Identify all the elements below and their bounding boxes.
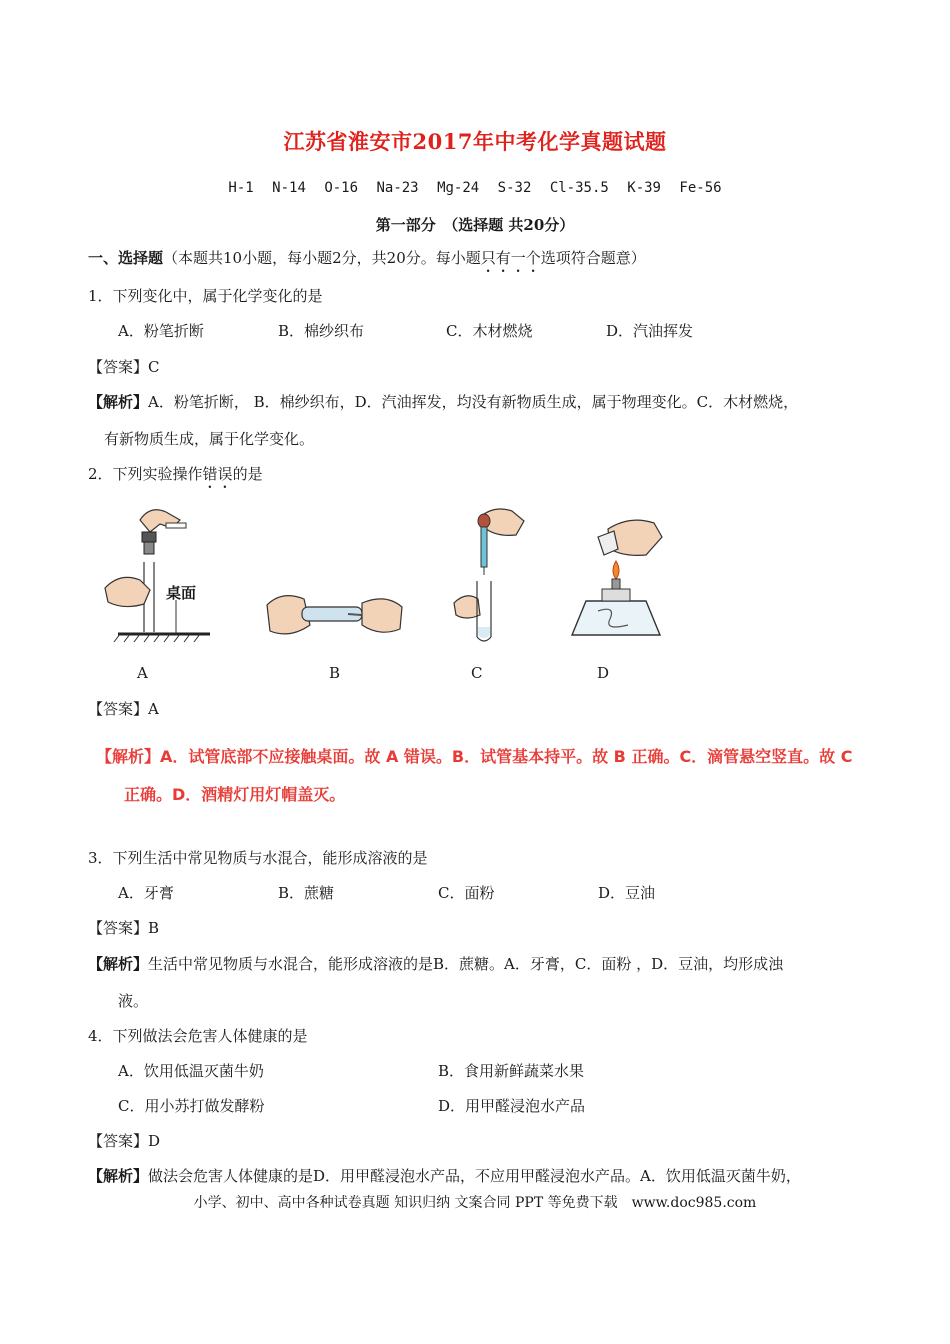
q1-option-b: B．棉纱织布 [278, 322, 365, 340]
q2-stem-text: 2．下列实验操作 [88, 465, 203, 483]
mass-item: Mg-24 [437, 180, 480, 196]
q3-analysis [88, 953, 783, 975]
mass-item: K-39 [627, 180, 661, 196]
q2-analysis-line-cont: 正确。D．酒精灯用灯帽盖灭。 [124, 785, 346, 804]
figure-label-c: C [471, 664, 483, 682]
q3-answer: 【答案】B [88, 919, 160, 937]
figure-label-d: D [597, 664, 610, 682]
mass-item: Cl-35.5 [549, 180, 609, 196]
q3-option-c: C．面粉 [438, 884, 495, 902]
analysis-label: 【解析】 [88, 1167, 149, 1185]
q3-stem: 3．下列生活中常见物质与水混合，能形成溶液的是 [88, 849, 428, 867]
mass-item: Fe-56 [679, 180, 722, 196]
q4-answer: 【答案】D [88, 1132, 161, 1150]
emphasis-text: 只有一个 [480, 249, 541, 267]
analysis-text: A．粉笔折断， B．棉纱织布，D．汽油挥发，均没有新物质生成，属于物理变化。C．木材燃烧， [148, 393, 799, 411]
section-heading [88, 247, 646, 276]
q3-option-d: D．豆油 [598, 884, 656, 902]
section-instruction-end: 选项符合题意） [540, 249, 646, 267]
figure-label-a: A [137, 664, 148, 682]
q4-option-c: C．用小苏打做发酵粉 [118, 1097, 265, 1115]
mass-item: N-14 [272, 180, 306, 196]
section-instruction: （本题共10小题，每小题2分，共20分。每小题 [163, 249, 481, 267]
q4-stem: 4．下列做法会危害人体健康的是 [88, 1027, 308, 1045]
analysis-text: 做法会危害人体健康的是D．用甲醛浸泡水产品，不应用甲醛浸泡水产品。A．饮用低温灭菌牛奶， [148, 1167, 801, 1185]
footer-watermark: 小学、初中、高中各种试卷真题 知识归纳 文案合同 PPT 等免费下载 www.doc985.com [193, 1195, 757, 1211]
q1-analysis-cont: 有新物质生成，属于化学变化。 [104, 430, 315, 448]
q2-stem [88, 463, 263, 492]
mass-item: O-16 [324, 180, 359, 196]
q3-option-b: B．蔗糖 [278, 884, 335, 902]
mass-item: S-32 [497, 180, 532, 196]
section-label: 一、选择题 [88, 249, 164, 267]
q2-analysis [96, 738, 886, 814]
analysis-text: 生活中常见物质与水混合，能形成溶液的是B．蔗糖。A．牙膏，C．面粉 ，D．豆油，均形成浊 [148, 955, 784, 973]
figure-c-dropper [450, 505, 530, 645]
mass-item: H-1 [228, 180, 254, 196]
q4-analysis [88, 1165, 801, 1187]
q4-option-a: A．饮用低温灭菌牛奶 [118, 1062, 264, 1080]
q1-answer: 【答案】C [88, 358, 160, 376]
q1-option-d: D．汽油挥发 [606, 322, 694, 340]
analysis-label: 【解析】 [88, 393, 149, 411]
mass-item: Na-23 [376, 180, 419, 196]
figure-label-desk: 桌面 [166, 584, 197, 602]
page-title: 江苏省淮安市2017年中考化学真题试题 [283, 129, 667, 154]
figure-b-horizontal-tube [262, 585, 407, 645]
q1-stem: 1．下列变化中，属于化学变化的是 [88, 287, 323, 305]
q1-option-c: C．木材燃烧 [446, 322, 533, 340]
figure-a-test-tube-on-table [100, 500, 210, 645]
atomic-masses [0, 180, 950, 196]
emphasis-text: 错误 [202, 465, 233, 483]
q2-stem-end: 的是 [232, 465, 263, 483]
figure-label-b: B [329, 664, 341, 682]
q4-option-b: B．食用新鲜蔬菜水果 [438, 1062, 585, 1080]
q2-analysis-line: 【解析】A．试管底部不应接触桌面。故 A 错误。B．试管基本持平。故 B 正确。C．滴管悬空竖直。故 C [96, 747, 853, 766]
q3-analysis-cont: 液。 [118, 992, 149, 1010]
q1-analysis [88, 391, 798, 413]
q2-answer: 【答案】A [88, 700, 159, 718]
q4-option-d: D．用甲醛浸泡水产品 [438, 1097, 586, 1115]
figure-d-alcohol-lamp [558, 515, 668, 645]
analysis-label: 【解析】 [88, 955, 149, 973]
q1-option-a: A．粉笔折断 [118, 322, 204, 340]
q3-option-a: A．牙膏 [118, 884, 174, 902]
part-heading: 第一部分 （选择题 共20分） [375, 216, 575, 234]
